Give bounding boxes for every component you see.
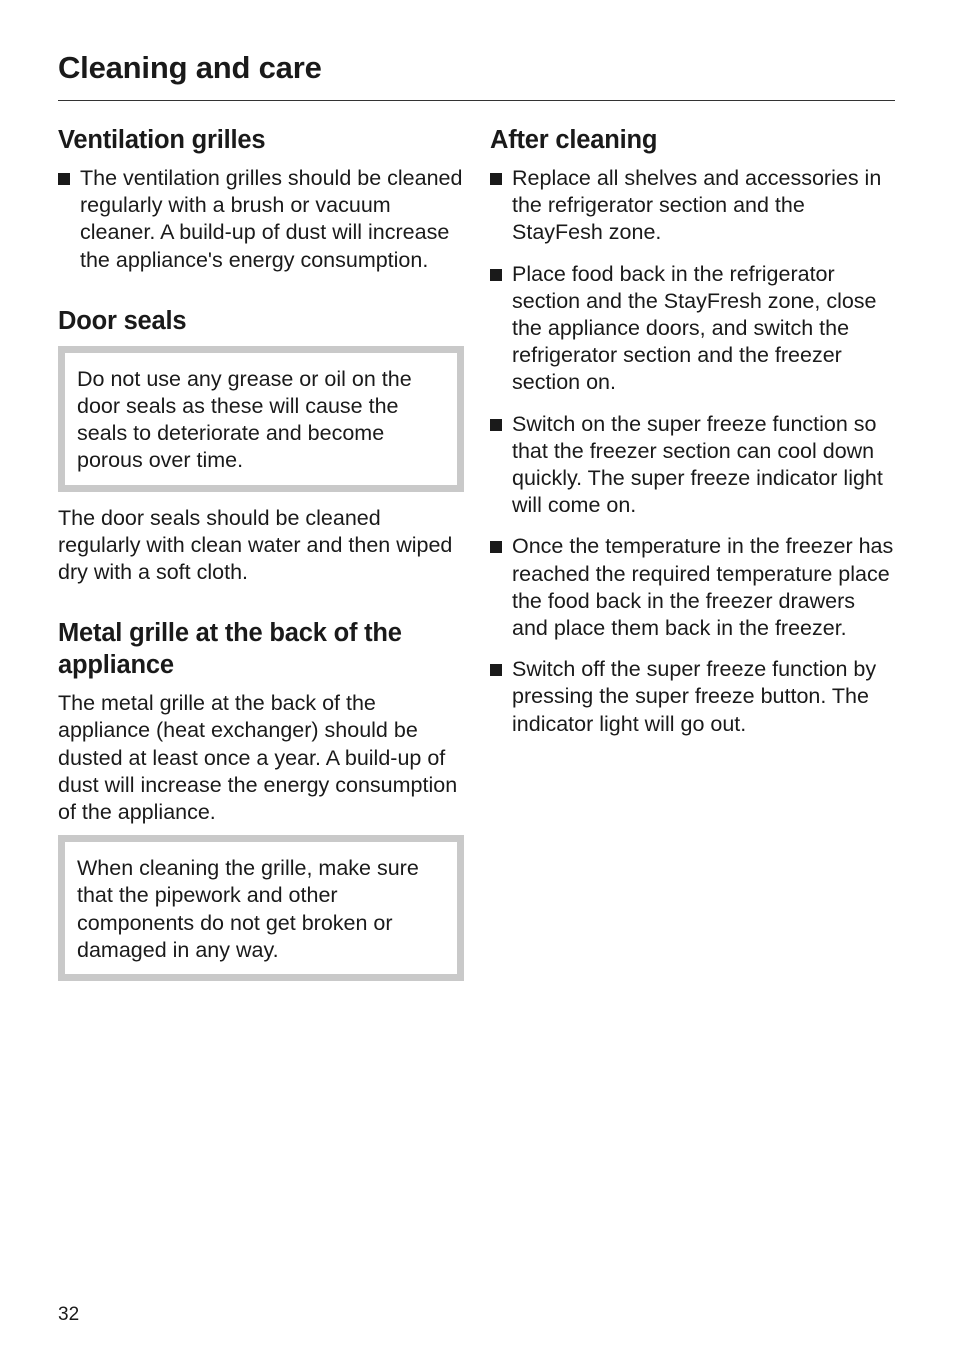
square-bullet-icon — [490, 173, 502, 185]
square-bullet-icon — [490, 269, 502, 281]
body-text: The metal grille at the back of the appliance (heat exchanger) should be dusted at least once a year. A build-up of dust will increase the energy consumption of the appliance. — [58, 691, 458, 825]
square-bullet-icon — [58, 173, 70, 185]
list-item — [490, 261, 895, 397]
page-number: 32 — [58, 1304, 80, 1325]
list-item-text: Once the temperature in the freezer has reached the required temperature place the food back in the freezer drawers and place them back in the freezer. — [512, 534, 894, 641]
right-column — [490, 124, 895, 738]
title-divider — [58, 100, 895, 101]
list-item-text: Place food back in the refrigerator section and the StayFresh zone, close the appliance doors, and switch the refrigerator section and the freezer section on. — [512, 261, 877, 395]
square-bullet-icon — [490, 541, 502, 553]
section-metal-grille — [58, 617, 464, 981]
list-item — [58, 165, 464, 274]
section-after-cleaning — [490, 124, 895, 738]
list-item — [490, 411, 895, 520]
warning-note-box — [58, 835, 464, 981]
left-column — [58, 124, 464, 981]
list-item-text: The ventilation grilles should be cleaned regularly with a brush or vacuum cleaner. A build-up of dust will increase the appliance's energy consumption. — [80, 166, 463, 272]
list-item — [490, 656, 895, 738]
list-item — [490, 165, 895, 247]
square-bullet-icon — [490, 419, 502, 431]
warning-note-box — [58, 346, 464, 492]
section-heading: Metal grille at the back of the appliance — [58, 619, 402, 680]
square-bullet-icon — [490, 664, 502, 676]
bullet-list — [490, 165, 895, 738]
bullet-list — [58, 165, 464, 274]
list-item-text: Replace all shelves and accessories in the refrigerator section and the StayFesh zone. — [512, 166, 882, 245]
note-text: When cleaning the grille, make sure that the pipework and other components do not get broken or damaged in any way. — [77, 856, 419, 962]
list-item — [490, 533, 895, 642]
section-door-seals — [58, 305, 464, 586]
list-item-text: Switch off the super freeze function by pressing the super freeze button. The indicator light will go out. — [512, 657, 877, 736]
section-heading: Ventilation grilles — [58, 126, 266, 154]
list-item-text: Switch on the super freeze function so that the freezer section can cool down quickly. The super freeze indicator light will come on. — [512, 411, 883, 518]
note-text: Do not use any grease or oil on the door seals as these will cause the seals to deteriorate and become porous over time. — [77, 366, 412, 473]
section-heading: After cleaning — [490, 126, 658, 154]
page-title: Cleaning and care — [58, 50, 322, 85]
body-text: The door seals should be cleaned regularly with clean water and then wiped dry with a soft cloth. — [58, 505, 453, 585]
section-ventilation-grilles — [58, 124, 464, 274]
section-heading: Door seals — [58, 306, 187, 335]
